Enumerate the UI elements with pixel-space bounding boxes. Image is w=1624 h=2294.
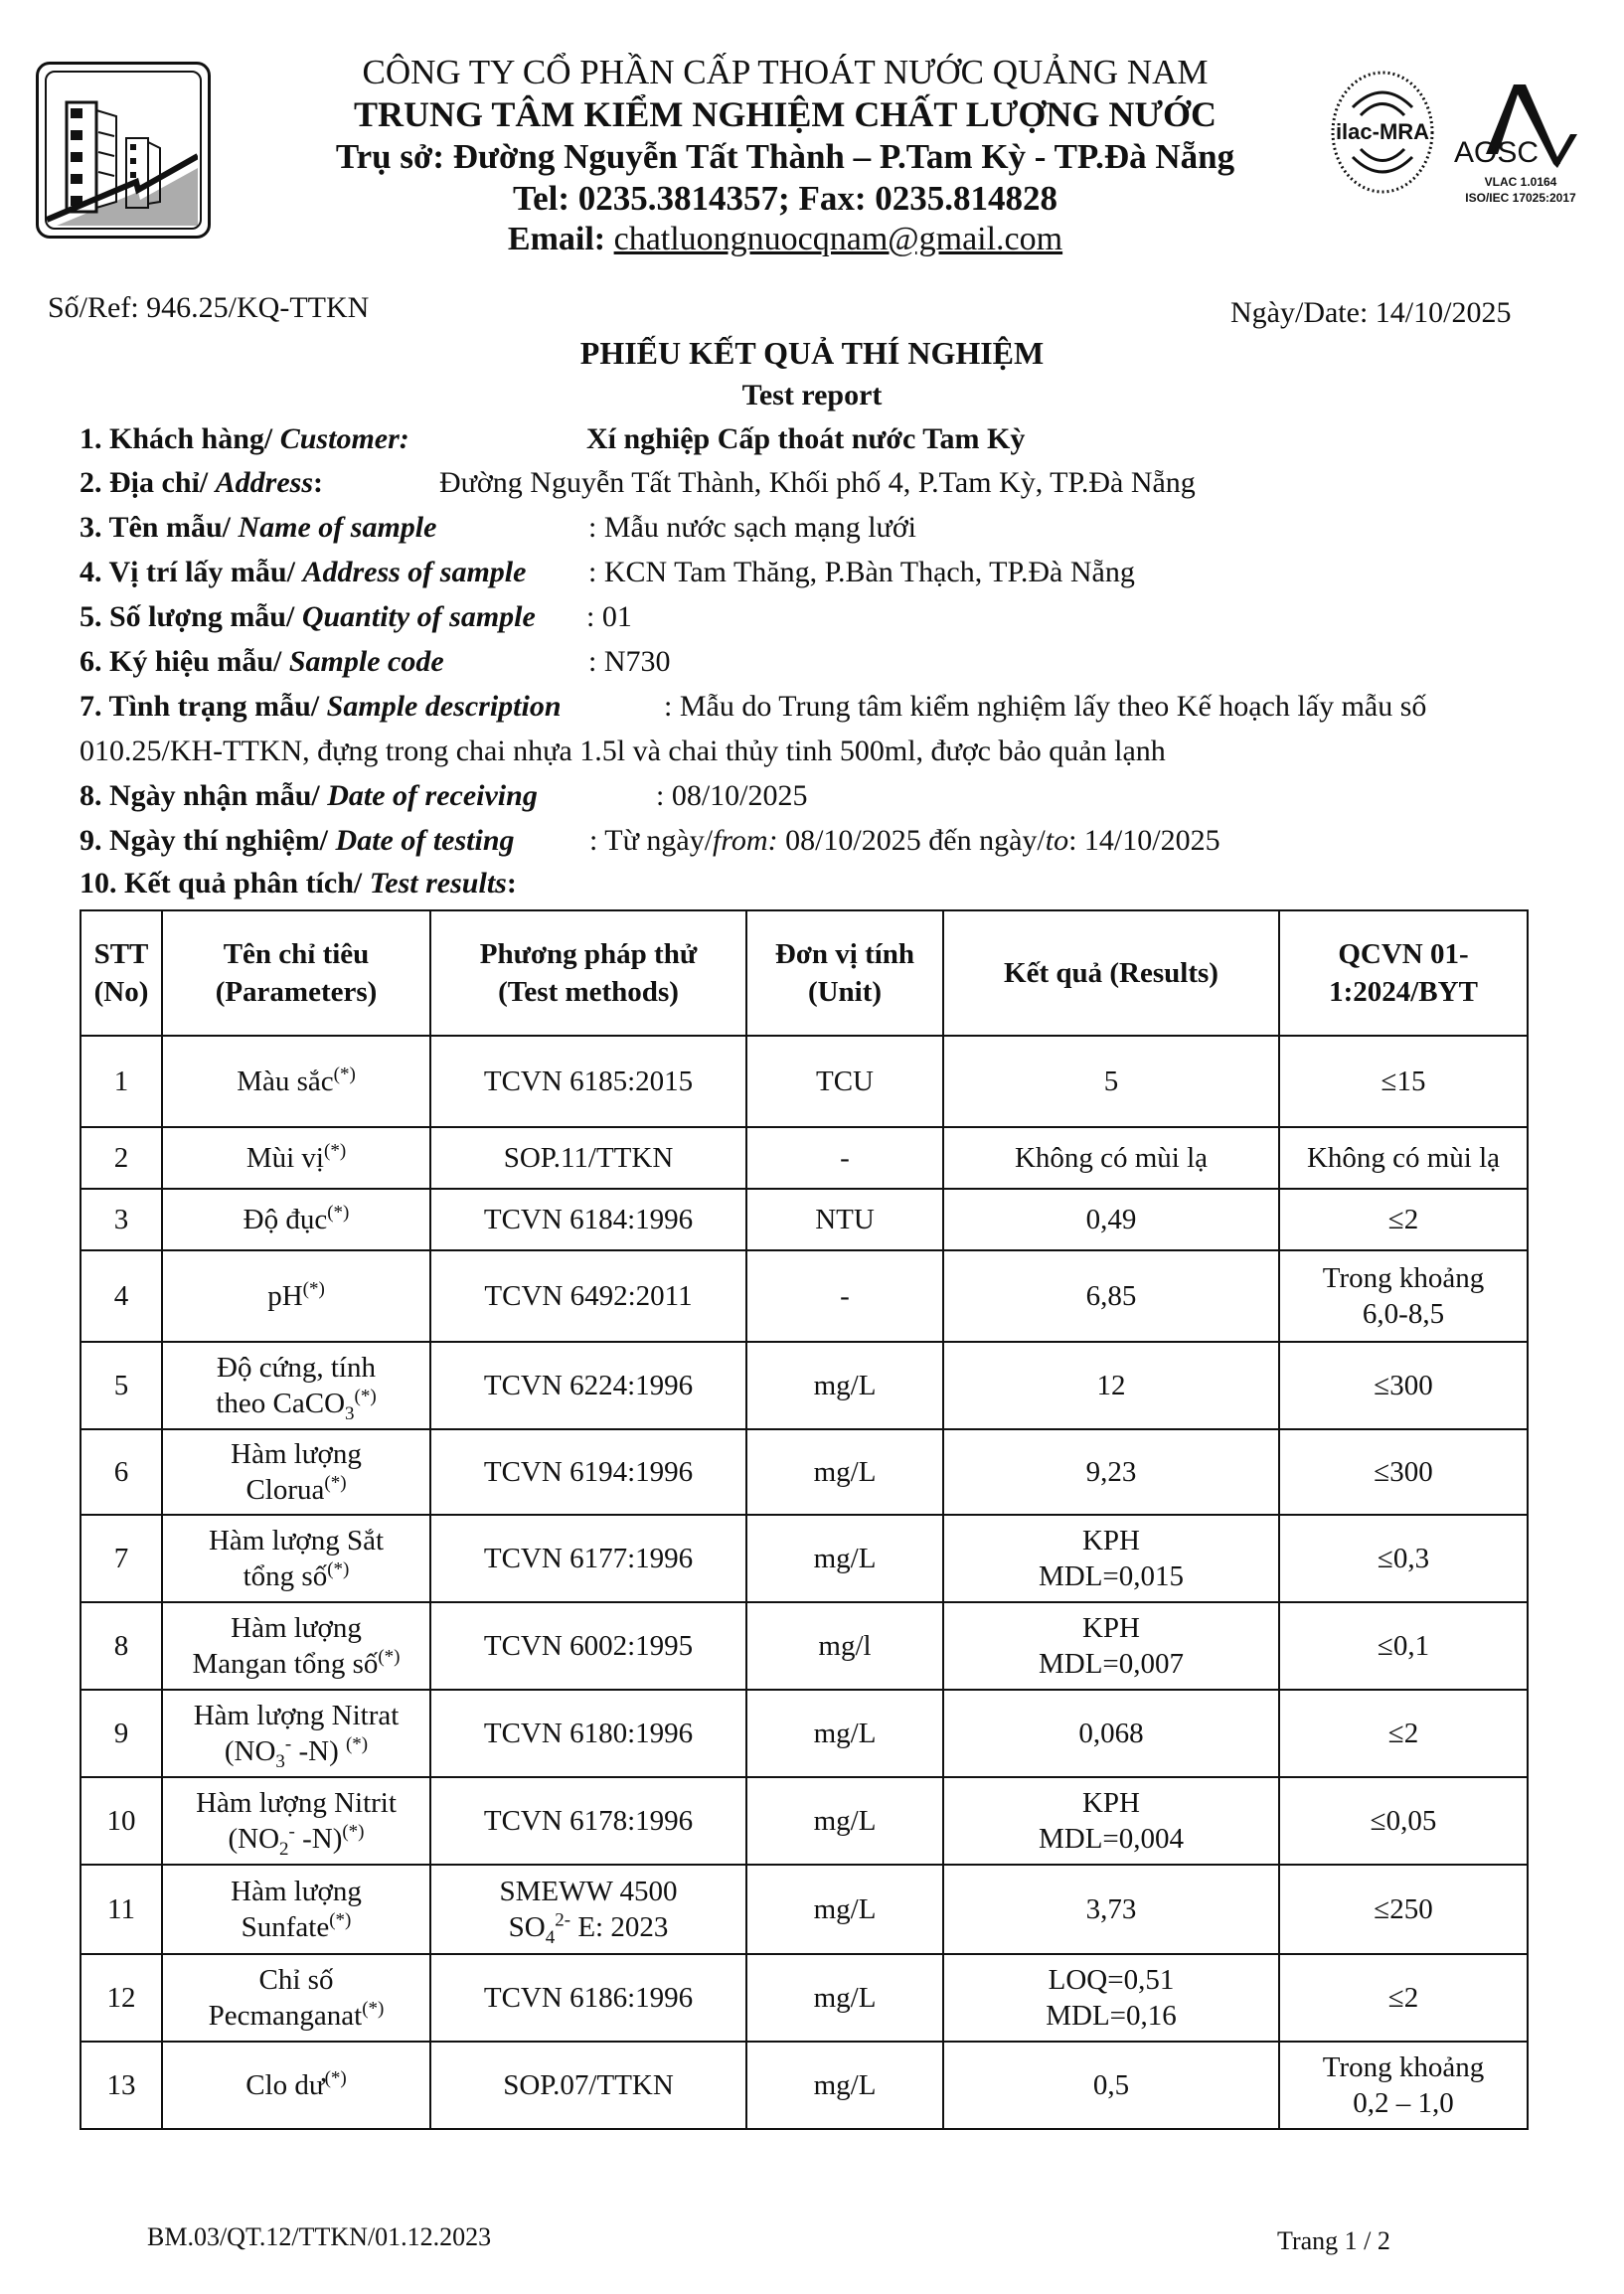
company-contact: Tel: 0235.3814357; Fax: 0235.814828 — [513, 179, 1057, 218]
cell-method: TCVN 6184:1996 — [430, 1189, 746, 1250]
cell-unit: - — [746, 1127, 943, 1189]
cell-method: TCVN 6492:2011 — [430, 1250, 746, 1342]
cell-result: 0,49 — [943, 1189, 1279, 1250]
cell-result: 12 — [943, 1342, 1279, 1429]
table-row — [81, 1189, 1528, 1250]
col-method: Phương pháp thử (Test methods) — [430, 910, 746, 1036]
table-row — [81, 1954, 1528, 2042]
table-row — [81, 1690, 1528, 1777]
col-result: Kết quả (Results) — [943, 910, 1279, 1036]
cell-parameter: Hàm lượng Mangan tổng số(*) — [162, 1602, 430, 1690]
cell-unit: mg/L — [746, 1342, 943, 1429]
table-header-row — [81, 910, 1528, 1036]
cell-no: 2 — [81, 1127, 162, 1189]
form-code: BM.03/QT.12/TTKN/01.12.2023 — [147, 2222, 492, 2251]
cell-result: KPH MDL=0,007 — [943, 1602, 1279, 1690]
cell-result: LOQ=0,51 MDL=0,16 — [943, 1954, 1279, 2042]
table-row — [81, 1777, 1528, 1865]
svg-text:ISO/IEC 17025:2017: ISO/IEC 17025:2017 — [1465, 191, 1576, 205]
cell-standard: ≤15 — [1279, 1036, 1528, 1127]
cell-unit: mg/L — [746, 1429, 943, 1515]
cell-method: TCVN 6002:1995 — [430, 1602, 746, 1690]
table-row — [81, 1127, 1528, 1189]
field-quantity: 5. Số lượng mẫu/ Quantity of sample : 01 — [80, 600, 632, 633]
page-number: Trang 1 / 2 — [1277, 2226, 1390, 2255]
aosc-accreditation-icon — [1446, 65, 1595, 214]
page-subtitle: Test report — [741, 379, 883, 411]
cell-method: SOP.11/TTKN — [430, 1127, 746, 1189]
cell-standard: ≤2 — [1279, 1954, 1528, 2042]
col-no: STT (No) — [81, 910, 162, 1036]
email-link[interactable]: chatluongnuocqnam@gmail.com — [613, 221, 1063, 257]
cell-parameter: Màu sắc(*) — [162, 1036, 430, 1127]
field-sample-code: 6. Ký hiệu mẫu/ Sample code : N730 — [80, 645, 671, 678]
cell-parameter: Hàm lượng Nitrit ($NO_2^-$ -N)(*) — [162, 1777, 430, 1865]
table-row — [81, 2042, 1528, 2129]
cell-result: 0,5 — [943, 2042, 1279, 2129]
cell-parameter: Hàm lượng Sunfate(*) — [162, 1865, 430, 1954]
cell-unit: mg/L — [746, 1954, 943, 2042]
cell-no: 6 — [81, 1429, 162, 1515]
field-description: 7. Tình trạng mẫu/ Sample description : Mẫu do Trung tâm kiểm nghiệm lấy theo Kế hoạch lấy mẫu số — [80, 690, 1427, 723]
svg-text:VLAC 1.0164: VLAC 1.0164 — [1484, 175, 1557, 189]
col-unit: Đơn vị tính (Unit) — [746, 910, 943, 1036]
cell-no: 4 — [81, 1250, 162, 1342]
table-row — [81, 1429, 1528, 1515]
reference-number: Số/Ref: 946.25/KQ-TTKN — [48, 291, 370, 324]
cell-result: 3,73 — [943, 1865, 1279, 1954]
table-row — [81, 1250, 1528, 1342]
cell-unit: mg/L — [746, 1865, 943, 1954]
cell-result: 5 — [943, 1036, 1279, 1127]
company-logo — [36, 62, 211, 239]
cell-method: TCVN 6185:2015 — [430, 1036, 746, 1127]
cell-standard: ≤0,1 — [1279, 1602, 1528, 1690]
customer-value: Xí nghiệp Cấp thoát nước Tam Kỳ — [586, 422, 1026, 455]
cell-no: 8 — [81, 1602, 162, 1690]
address-value: Đường Nguyễn Tất Thành, Khối phố 4, P.Tam Kỳ, TP.Đà Nẵng — [439, 466, 1196, 499]
cell-no: 11 — [81, 1865, 162, 1954]
cell-unit: mg/l — [746, 1602, 943, 1690]
cell-result: 0,068 — [943, 1690, 1279, 1777]
cell-method: TCVN 6180:1996 — [430, 1690, 746, 1777]
cell-result: KPH MDL=0,015 — [943, 1515, 1279, 1602]
date-testing-value: : Từ ngày/from: 08/10/2025 đến ngày/to: 14/10/2025 — [589, 824, 1220, 857]
date-receiving-value: : 08/10/2025 — [656, 779, 808, 812]
cell-unit: mg/L — [746, 1777, 943, 1865]
cell-method: TCVN 6224:1996 — [430, 1342, 746, 1429]
cell-result: 9,23 — [943, 1429, 1279, 1515]
page-title: PHIẾU KẾT QUẢ THÍ NGHIỆM — [579, 335, 1045, 371]
company-name: CÔNG TY CỔ PHẦN CẤP THOÁT NƯỚC QUẢNG NAM — [362, 53, 1209, 91]
cell-method: TCVN 6186:1996 — [430, 1954, 746, 2042]
cell-standard: ≤0,05 — [1279, 1777, 1528, 1865]
svg-text:AOSC: AOSC — [1454, 136, 1540, 169]
cell-standard: ≤300 — [1279, 1342, 1528, 1429]
field-date-receiving: 8. Ngày nhận mẫu/ Date of receiving : 08/10/2025 — [80, 779, 808, 812]
cell-method: SMEWW 4500 $SO_4^{2-}$ E: 2023 — [430, 1865, 746, 1954]
cell-parameter: Độ đục(*) — [162, 1189, 430, 1250]
cell-standard: ≤2 — [1279, 1690, 1528, 1777]
cell-unit: - — [746, 1250, 943, 1342]
cell-standard: Trong khoảng 0,2 – 1,0 — [1279, 2042, 1528, 2129]
cell-result: Không có mùi lạ — [943, 1127, 1279, 1189]
field-address: 2. Địa chỉ/ Address: Đường Nguyễn Tất Thành, Khối phố 4, P.Tam Kỳ, TP.Đà Nẵng — [80, 466, 1196, 499]
cell-standard: ≤300 — [1279, 1429, 1528, 1515]
field-date-testing: 9. Ngày thí nghiệm/ Date of testing : Từ ngày/from: 08/10/2025 đến ngày/to: 14/10/2025 — [80, 824, 1220, 857]
email-label: Email: — [507, 221, 614, 257]
sample-location-value: : KCN Tam Thăng, P.Bàn Thạch, TP.Đà Nẵng — [588, 556, 1135, 588]
cell-no: 3 — [81, 1189, 162, 1250]
field-test-results: 10. Kết quả phân tích/ Test results: — [80, 867, 517, 900]
company-email-line — [298, 221, 1272, 258]
cell-no: 7 — [81, 1515, 162, 1602]
table-row — [81, 1036, 1528, 1127]
center-name: TRUNG TÂM KIỂM NGHIỆM CHẤT LƯỢNG NƯỚC — [353, 94, 1218, 134]
cell-no: 1 — [81, 1036, 162, 1127]
col-parameter: Tên chỉ tiêu (Parameters) — [162, 910, 430, 1036]
col-standard: QCVN 01- 1:2024/BYT — [1279, 910, 1528, 1036]
cell-parameter: Độ cứng, tính theo CaCO$_3$(*) — [162, 1342, 430, 1429]
ilac-mra-logo — [1328, 68, 1437, 197]
cell-method: TCVN 6194:1996 — [430, 1429, 746, 1515]
cell-no: 10 — [81, 1777, 162, 1865]
ilac-mra-icon — [1328, 68, 1437, 197]
sample-name-value: : Mẫu nước sạch mạng lưới — [588, 511, 917, 544]
table-row — [81, 1342, 1528, 1429]
cell-unit: NTU — [746, 1189, 943, 1250]
building-logo-icon — [47, 73, 198, 226]
cell-no: 9 — [81, 1690, 162, 1777]
field-customer: 1. Khách hàng/ Customer: Xí nghiệp Cấp thoát nước Tam Kỳ — [80, 422, 1026, 455]
cell-parameter: Hàm lượng Nitrat ($NO_3^-$ -N) (*) — [162, 1690, 430, 1777]
sample-code-value: : N730 — [588, 645, 671, 678]
cell-parameter: Chỉ số Pecmanganat(*) — [162, 1954, 430, 2042]
cell-unit: mg/L — [746, 2042, 943, 2129]
field-sample-name: 3. Tên mẫu/ Name of sample : Mẫu nước sạch mạng lưới — [80, 511, 917, 544]
cell-unit: TCU — [746, 1036, 943, 1127]
cell-method: TCVN 6177:1996 — [430, 1515, 746, 1602]
cell-standard: ≤2 — [1279, 1189, 1528, 1250]
table-row — [81, 1515, 1528, 1602]
field-description-line2: 010.25/KH-TTKN, đựng trong chai nhựa 1.5l và chai thủy tinh 500ml, được bảo quản lạnh — [80, 735, 1166, 767]
description-value: : Mẫu do Trung tâm kiểm nghiệm lấy theo Kế hoạch lấy mẫu số — [664, 690, 1427, 723]
cell-no: 12 — [81, 1954, 162, 2042]
cell-parameter: Hàm lượng Clorua(*) — [162, 1429, 430, 1515]
cell-result: KPH MDL=0,004 — [943, 1777, 1279, 1865]
quantity-value: : 01 — [586, 600, 632, 633]
table-row — [81, 1865, 1528, 1954]
cell-standard: ≤0,3 — [1279, 1515, 1528, 1602]
results-table — [80, 909, 1529, 2130]
table-row — [81, 1602, 1528, 1690]
cell-parameter: Mùi vị(*) — [162, 1127, 430, 1189]
cell-unit: mg/L — [746, 1515, 943, 1602]
cell-standard: ≤250 — [1279, 1865, 1528, 1954]
cell-parameter: pH(*) — [162, 1250, 430, 1342]
cell-standard: Không có mùi lạ — [1279, 1127, 1528, 1189]
company-address: Trụ sở: Đường Nguyễn Tất Thành – P.Tam Kỳ - TP.Đà Nẵng — [335, 137, 1235, 176]
cell-no: 5 — [81, 1342, 162, 1429]
cell-method: TCVN 6178:1996 — [430, 1777, 746, 1865]
cell-result: 6,85 — [943, 1250, 1279, 1342]
cell-unit: mg/L — [746, 1690, 943, 1777]
cell-parameter: Hàm lượng Sắt tổng số(*) — [162, 1515, 430, 1602]
report-date: Ngày/Date: 14/10/2025 — [1230, 296, 1512, 329]
cell-parameter: Clo dư(*) — [162, 2042, 430, 2129]
cell-no: 13 — [81, 2042, 162, 2129]
cell-method: SOP.07/TTKN — [430, 2042, 746, 2129]
field-sample-location: 4. Vị trí lấy mẫu/ Address of sample : KCN Tam Thăng, P.Bàn Thạch, TP.Đà Nẵng — [80, 556, 1135, 588]
svg-text:ilac-MRA: ilac-MRA — [1335, 119, 1430, 144]
aosc-logo — [1446, 65, 1595, 214]
cell-standard: Trong khoảng 6,0-8,5 — [1279, 1250, 1528, 1342]
